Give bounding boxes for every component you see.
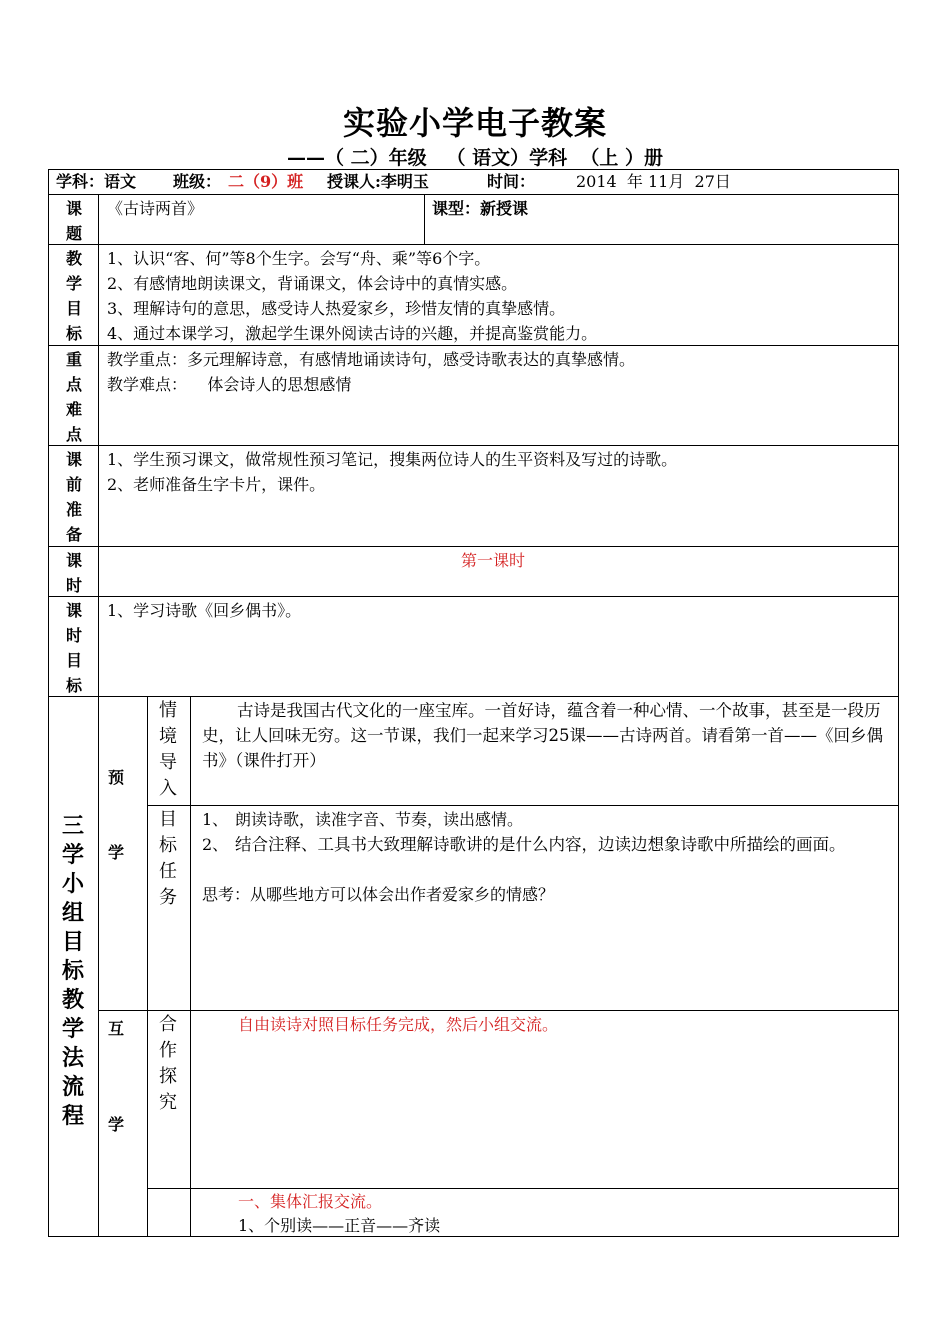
preparation-item: 1、学生预习课文，做常规性预习笔记，搜集两位诗人的生平资料及写过的诗歌。 bbox=[107, 450, 678, 469]
task-2: 结合注释、工具书大致理解诗歌讲的是什么内容，边读边想象诗歌中所描绘的画面。 bbox=[235, 835, 846, 854]
mutual-label-a: 互 bbox=[108, 1019, 125, 1038]
period-value: 第一课时 bbox=[461, 551, 526, 570]
report-heading: 一、集体汇报交流。 bbox=[238, 1192, 383, 1211]
page-subtitle: ——（ 二）年级 （ 语文）学科 （上 ）册 bbox=[287, 147, 663, 169]
column-divider bbox=[147, 696, 148, 1237]
period-goal-label: 课时目标 bbox=[65, 601, 82, 695]
task-1-number: 1、 bbox=[202, 810, 229, 829]
goal-item: 4、通过本课学习，激起学生课外阅读古诗的兴趣，并提高鉴赏能力。 bbox=[107, 324, 598, 343]
intro-text: 古诗是我国古代文化的一座宝库。一首好诗，蕴含着一种心情、一个故事，甚至是一段历史，让人回味无穷。这一节课，我们一起来学习25课——古诗两首。请看第一首——《回乡偶书》（课件打开） bbox=[202, 701, 883, 770]
page-title: 实验小学电子教案 bbox=[342, 104, 607, 142]
goal-item: 3、理解诗句的意思，感受诗人热爱家乡，珍惜友情的真挚感情。 bbox=[107, 299, 566, 318]
row-divider bbox=[48, 194, 899, 195]
task-2-number: 2、 bbox=[202, 835, 229, 854]
report-step: 1、个别读——正音——齐读 bbox=[238, 1216, 441, 1235]
topic-label: 课题 bbox=[65, 199, 82, 243]
row-divider bbox=[147, 805, 899, 806]
preparation-item: 2、老师准备生字卡片，课件。 bbox=[107, 475, 326, 494]
lesson-type: 课型：新授课 bbox=[432, 199, 529, 218]
task-3: 思考：从哪些地方可以体会出作者爱家乡的情感？ bbox=[202, 885, 555, 904]
key-points-label: 重点难点 bbox=[65, 350, 82, 444]
row-divider bbox=[48, 696, 899, 697]
goal-item: 1、认识“客、何”等8个生字。会写“舟、乘”等6个字。 bbox=[107, 249, 491, 268]
subject-field: 学科：语文 bbox=[56, 172, 137, 191]
column-divider bbox=[190, 696, 191, 1237]
teaching-difficulty: 教学难点： 体会诗人的思想感情 bbox=[107, 375, 352, 394]
cooperation-text: 自由读诗对照目标任务完成，然后小组交流。 bbox=[238, 1015, 559, 1034]
goal-item: 2、有感情地朗读课文，背诵课文，体会诗中的真情实感。 bbox=[107, 274, 518, 293]
intro-label: 情境导入 bbox=[159, 700, 177, 799]
mutual-label-b: 学 bbox=[108, 1115, 125, 1134]
column-divider bbox=[98, 194, 99, 1237]
cooperation-label: 合作探究 bbox=[159, 1014, 177, 1113]
row-divider bbox=[48, 445, 899, 446]
flow-label: 三学小组目标教学法流程 bbox=[61, 813, 84, 1129]
period-goal-value: 1、学习诗歌《回乡偶书》。 bbox=[107, 601, 302, 620]
class-label: 班级： bbox=[173, 172, 222, 191]
column-divider bbox=[424, 194, 425, 244]
date-field: 2014 年 11月 27日 bbox=[576, 172, 731, 191]
class-value: 二（9）班 bbox=[228, 172, 304, 191]
row-divider bbox=[98, 1010, 899, 1011]
task-label: 目标任务 bbox=[159, 809, 177, 908]
topic-value: 《古诗两首》 bbox=[107, 199, 204, 218]
goals-label: 教学目标 bbox=[65, 249, 82, 343]
task-1: 朗读诗歌，读准字音、节奏，读出感情。 bbox=[235, 810, 524, 829]
prestudy-label-b: 学 bbox=[108, 843, 125, 862]
period-label: 课时 bbox=[65, 551, 82, 595]
row-divider bbox=[48, 244, 899, 245]
prestudy-label-a: 预 bbox=[108, 768, 125, 787]
teacher-field: 授课人:李明玉 bbox=[327, 172, 429, 191]
time-label: 时间： bbox=[487, 172, 536, 191]
preparation-label: 课前准备 bbox=[65, 450, 82, 544]
row-divider bbox=[48, 546, 899, 547]
row-divider bbox=[48, 596, 899, 597]
teaching-focus: 教学重点：多元理解诗意，有感情地诵读诗句，感受诗歌表达的真挚感情。 bbox=[107, 350, 636, 369]
